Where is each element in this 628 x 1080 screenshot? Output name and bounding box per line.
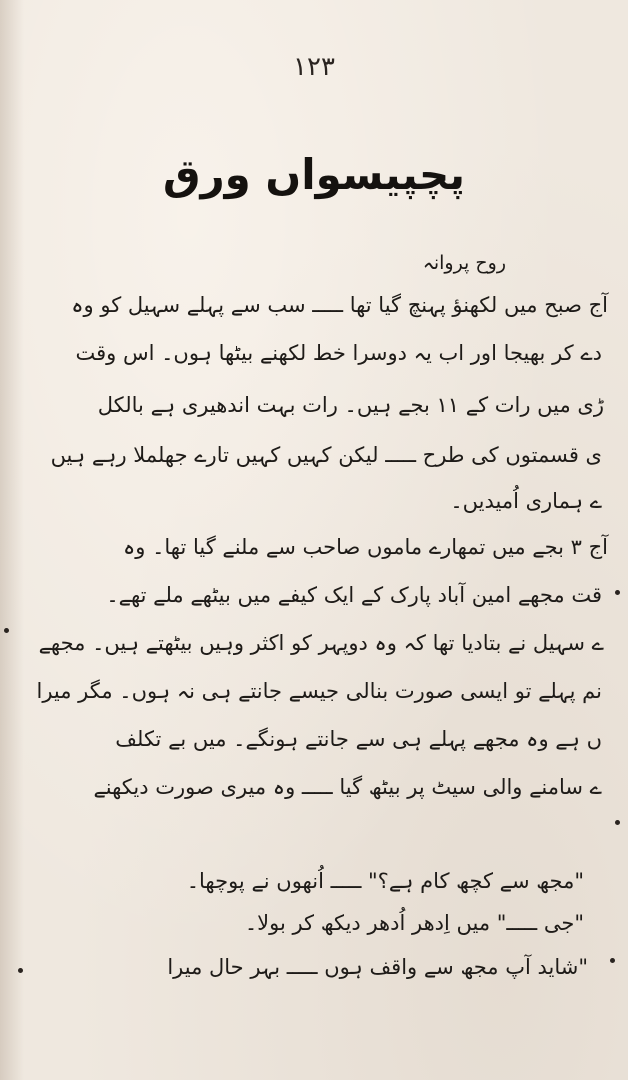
body-line: ے سامنے والی سیٹ پر بیٹھ گیا ـــــ وہ میری صورت دیکھنے [93, 775, 602, 799]
body-line: "جی ـــــ" میں اِدھر اُدھر دیکھ کر بولا۔ [244, 911, 584, 935]
body-line: ڑی میں رات کے ۱۱ بجے ہیں۔ رات بہت اندھیری ہے بالکل [97, 393, 604, 417]
body-line: دے کر بھیجا اور اب یہ دوسرا خط لکھنے بیٹھا ہوں۔ اس وقت [75, 341, 602, 365]
margin-mark [615, 820, 620, 825]
letter-salutation: روح پروانہ [422, 252, 506, 274]
body-line: ے ہماری اُمیدیں۔ [450, 489, 602, 513]
body-line: آج ۳ بجے میں تمھارے ماموں صاحب سے ملنے گیا تھا۔ وہ [122, 535, 608, 559]
margin-mark [4, 628, 9, 633]
body-line: ی قسمتوں کی طرح ـــــ لیکن کہیں کہیں تارے جھلملا رہے ہیں [50, 443, 602, 467]
page-number: ۱۲۳ [293, 52, 335, 82]
body-line: نم پہلے تو ایسی صورت بنالی جیسے جانتے ہی نہ ہوں۔ مگر میرا [36, 679, 602, 703]
body-line: "شاید آپ مجھ سے واقف ہوں ـــــ بہر حال میرا [167, 955, 588, 979]
body-line: آج صبح میں لکھنؤ پہنچ گیا تھا ـــــ سب سے پہلے سہیل کو وہ [71, 293, 608, 317]
body-line: قت مجھے امین آباد پارک کے ایک کیفے میں بیٹھے ملے تھے۔ [106, 583, 602, 607]
body-line: ں ہے وہ مجھے پہلے ہی سے جانتے ہونگے۔ میں بے تکلف [115, 727, 602, 751]
body-line: ے سہیل نے بتادیا تھا کہ وہ دوپہر کو اکثر وہیں بیٹھتے ہیں۔ مجھے [38, 631, 604, 655]
chapter-title: پچپیسواں ورق [162, 150, 466, 199]
body-line: "مجھ سے کچھ کام ہے؟" ـــــ اُنھوں نے پوچھا۔ [186, 869, 584, 893]
margin-mark [18, 968, 23, 973]
margin-mark [610, 958, 615, 963]
margin-mark [615, 590, 620, 595]
